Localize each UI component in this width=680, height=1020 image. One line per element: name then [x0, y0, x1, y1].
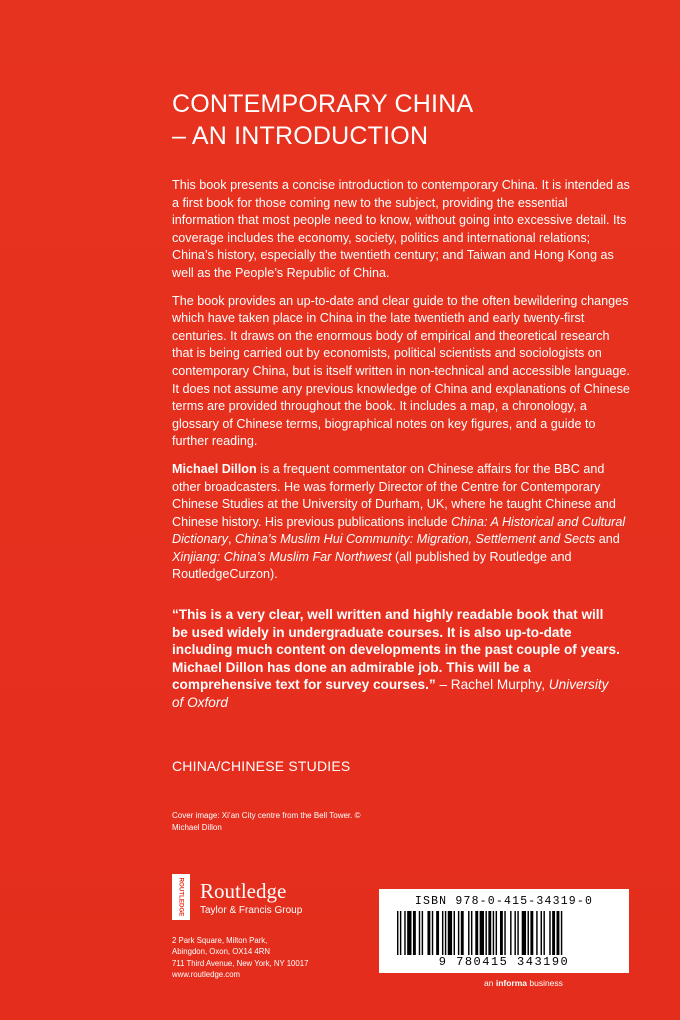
barcode-bar	[557, 911, 560, 955]
author-bio-text: is a frequent commentator on Chinese affairs for the BBC and other broadcasters. He was formerly Director of the Centre for Contemporary Chinese Studies at the University of Durham, UK, where he taught Chinese and Chinese history. His previous publications include	[172, 461, 616, 529]
subject-category: CHINA/CHINESE STUDIES	[172, 757, 351, 774]
barcode-bar	[436, 911, 439, 955]
address-line: 711 Third Avenue, New York, NY 10017	[172, 958, 309, 968]
barcode-bar	[514, 911, 515, 955]
barcode-bar	[413, 911, 416, 955]
barcode-bar	[561, 911, 562, 955]
informa-business	[484, 978, 563, 988]
isbn-number: ISBN 978-0-415-34319-0	[414, 895, 594, 908]
barcode-bar	[543, 911, 544, 955]
barcode-bar	[504, 911, 505, 955]
barcode-bar	[517, 911, 518, 955]
publisher-logo	[172, 874, 362, 920]
barcode-bar	[397, 911, 398, 955]
separator: ,	[228, 532, 235, 547]
previous-book-3: Xinjiang: China’s Muslim Far Northwest	[172, 549, 392, 564]
barcode-bar	[488, 911, 491, 955]
informa-prefix: an	[484, 978, 496, 988]
barcode-bar	[445, 911, 446, 955]
barcode-bar	[471, 911, 472, 955]
barcode-bar	[522, 911, 526, 955]
barcode-bar	[442, 911, 443, 955]
quote-text: “This is a very clear, well written and highly readable book that will be used widely in undergraduate courses. It is also up-to-date including much content on developments in the past couple of years. Michael Dillon has done an admirable job. This will be a comprehensive text for survey courses.”	[172, 607, 620, 693]
barcode-bar	[448, 911, 452, 955]
informa-suffix: business	[527, 978, 563, 988]
title-line-1: CONTEMPORARY CHINA	[172, 90, 474, 118]
barcode-icon	[389, 911, 619, 961]
book-title	[172, 88, 632, 152]
barcode-bar	[496, 911, 497, 955]
barcode-bar	[536, 911, 537, 955]
barcode-bar	[485, 911, 486, 955]
barcode-bar	[530, 911, 533, 955]
review-quote	[172, 606, 622, 712]
barcode-bar	[400, 911, 401, 955]
author-bio	[172, 461, 632, 584]
barcode-bar	[480, 911, 484, 955]
title-line-2: – AN INTRODUCTION	[172, 122, 429, 150]
quote-institution: University of Oxford	[172, 677, 609, 711]
publisher-address	[172, 935, 372, 981]
previous-book-1: China: A Historical and Cultural Dictionary	[172, 514, 626, 547]
barcode-bar	[528, 911, 529, 955]
description-paragraph-1: This book presents a concise introduction to contemporary China. It is intended as a first book for those coming new to the subject, providing the essential information that most people need to know, without going into excessive detail. Its coverage includes the economy, society, politics and international relations; China’s history, especially the twentieth century; and Taiwan and Hong Kong as well as the People’s Republic of China.	[172, 178, 630, 280]
routledge-logo-icon	[172, 874, 190, 920]
cover-image-credit: Cover image: Xi’an City centre from the Bell Tower. © Michael Dillon	[172, 810, 361, 832]
barcode-bar	[419, 911, 420, 955]
separator: and	[595, 532, 620, 547]
barcode-bar	[493, 911, 494, 955]
barcode-bar	[422, 911, 423, 955]
barcode-bar	[458, 911, 459, 955]
barcode-bar	[407, 911, 411, 955]
author-name: Michael Dillon	[172, 461, 257, 476]
barcode-bar	[549, 911, 550, 955]
barcode-bar	[404, 911, 405, 955]
publisher-name: Routledge	[200, 879, 287, 903]
barcode-bar	[541, 911, 542, 955]
barcode-bar	[432, 911, 433, 955]
barcode-bar	[461, 911, 464, 955]
barcode-bar	[552, 911, 555, 955]
informa-brand: informa	[495, 978, 527, 988]
address-line: 2 Park Square, Milton Park,	[172, 936, 268, 945]
barcode-bar	[427, 911, 430, 955]
barcode-panel	[379, 889, 629, 973]
quote-attribution: – Rachel Murphy,	[435, 677, 549, 693]
barcode-digits: 9 780415 343190	[379, 955, 629, 969]
main-content	[172, 88, 632, 834]
barcode-bar	[468, 911, 469, 955]
barcode-bar	[475, 911, 478, 955]
publisher-group: Taylor & Francis Group	[200, 905, 303, 916]
previous-book-2: China’s Muslim Hui Community: Migration, Settlement and Sects	[235, 532, 596, 547]
address-line: www.routledge.com	[172, 970, 241, 980]
barcode-bar	[454, 911, 455, 955]
description-paragraph-2: The book provides an up-to-date and clear guide to the often bewildering changes which have taken place in China in the late twentieth and early twenty-first centuries. It draws on the enormous body of empirical and theoretical research that is being carried out by economists, political scientists and sociologists on contemporary China, but is itself written in non-technical and accessible language. It does not assume any previous knowledge of China and explanations of Chinese terms are provided throughout the book. It includes a map, a chronology, a glossary of Chinese terms, biographical notes on key figures, and a guide to further reading.	[172, 293, 630, 449]
address-line: Abingdon, Oxon, OX14 4RN	[172, 947, 270, 957]
logo-vertical-text: ROUTLEDGE	[177, 877, 185, 917]
barcode-bar	[510, 911, 511, 955]
author-bio-end: (all published by Routledge and RoutledgeCurzon).	[172, 549, 572, 582]
barcode-bar	[500, 911, 503, 955]
